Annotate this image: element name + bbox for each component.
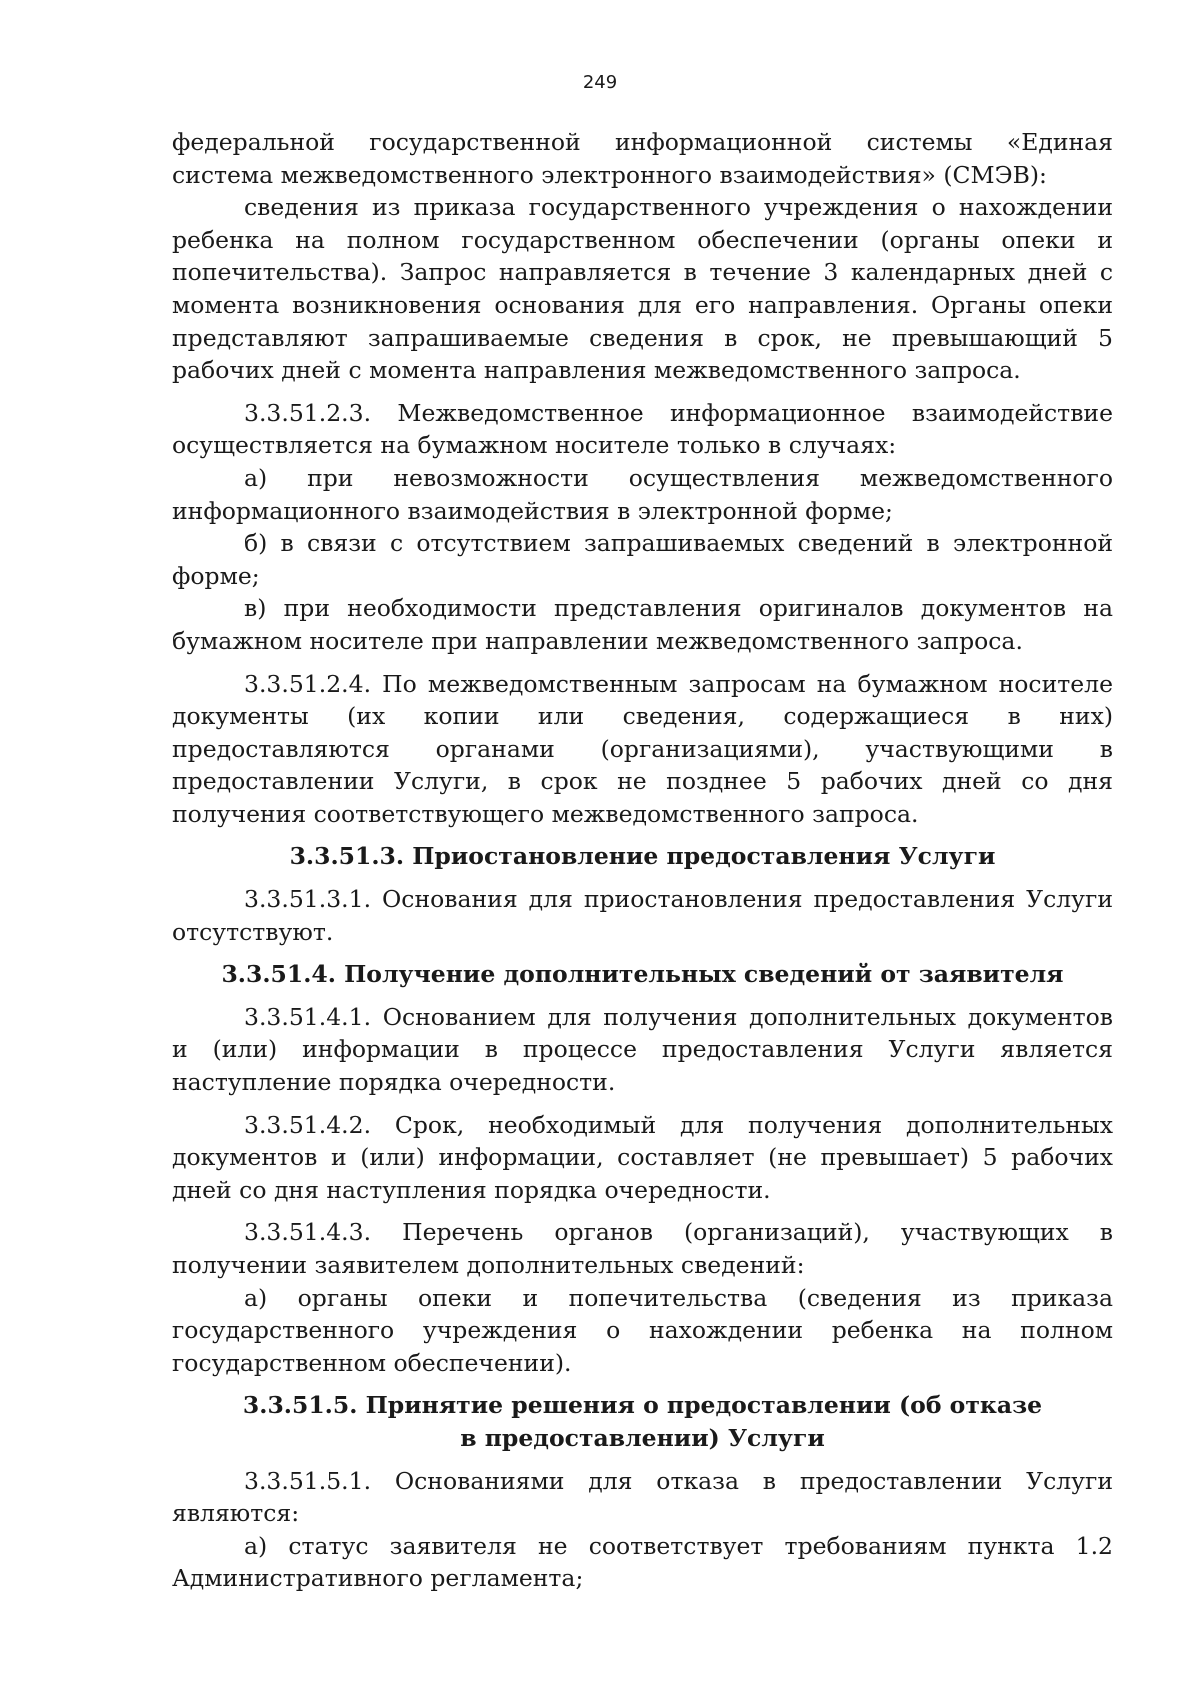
document-body [172, 126, 1113, 1595]
list-item-b: б) в связи с отсутствием запрашиваемых сведений в электронной форме; [172, 529, 1113, 590]
paragraph-3-3-51-4-3: 3.3.51.4.3. Перечень органов (организаций), участвующих в получении заявителем дополнительных сведений: [172, 1218, 1113, 1279]
list-item-v: в) при необходимости представления оригиналов документов на бумажном носителе при направлении межведомственного запроса. [172, 594, 1113, 655]
list-item-a-guardianship: а) органы опеки и попечительства (сведения из приказа государственного учреждения о нахождении ребенка на полном государственном обеспечении). [172, 1283, 1113, 1377]
paragraph-3-3-51-3-1: 3.3.51.3.1. Основания для приостановления предоставления Услуги отсутствуют. [172, 885, 1113, 946]
paragraph-3-3-51-4-1: 3.3.51.4.1. Основанием для получения дополнительных документов и (или) информации в процессе предоставления Услуги является наступление порядка очередности. [172, 1002, 1113, 1097]
paragraph-3-3-51-2-3: 3.3.51.2.3. Межведомственное информационное взаимодействие осуществляется на бумажном носителе только в случаях: [172, 398, 1113, 460]
section-heading-wrapper [172, 1389, 1113, 1454]
list-item-a: а) при невозможности осуществления межведомственного информационного взаимодействия в электронной форме; [172, 463, 1113, 525]
page-number: 249 [582, 72, 618, 93]
list-item-a-status: а) статус заявителя не соответствует требованиям пункта 1.2 Административного регламента; [172, 1531, 1113, 1593]
paragraph-3-3-51-2-4: 3.3.51.2.4. По межведомственным запросам на бумажном носителе документы (их копии или сведения, содержащиеся в них) предоставляются органами (организациями), участвующими в предоставлении Услуги, в срок не позднее 5 рабочих дней со дня получения соответствующего межведомственного запроса. [172, 669, 1113, 828]
section-heading-3-3-51-3: 3.3.51.3. Приостановление предоставления Услуги [289, 842, 996, 871]
paragraph-guardianship-info: сведения из приказа государственного учреждения о нахождении ребенка на полном государственном обеспечении (органы опеки и попечительства). Запрос направляется в течение 3 календарных дней с момента возникновения основания для его направления. Органы опеки представляют запрашиваемые сведения в срок, не превышающий 5 рабочих дней с момента направления межведомственного запроса. [172, 193, 1113, 385]
paragraph-smev-intro: федеральной государственной информационной системы «Единая система межведомственного электронного взаимодействия» (СМЭВ): [172, 128, 1113, 189]
paragraph-3-3-51-4-2: 3.3.51.4.2. Срок, необходимый для получения дополнительных документов и (или) информации, составляет (не превышает) 5 рабочих дней со дня наступления порядка очередности. [172, 1110, 1113, 1204]
paragraph-3-3-51-5-1: 3.3.51.5.1. Основаниями для отказа в предоставлении Услуги являются: [172, 1466, 1113, 1528]
section-heading-3-3-51-4: 3.3.51.4. Получение дополнительных сведений от заявителя [221, 960, 1064, 989]
section-heading-3-3-51-5: 3.3.51.5. Принятие решения о предоставлении (об отказе в предоставлении) Услуги [242, 1391, 1043, 1452]
